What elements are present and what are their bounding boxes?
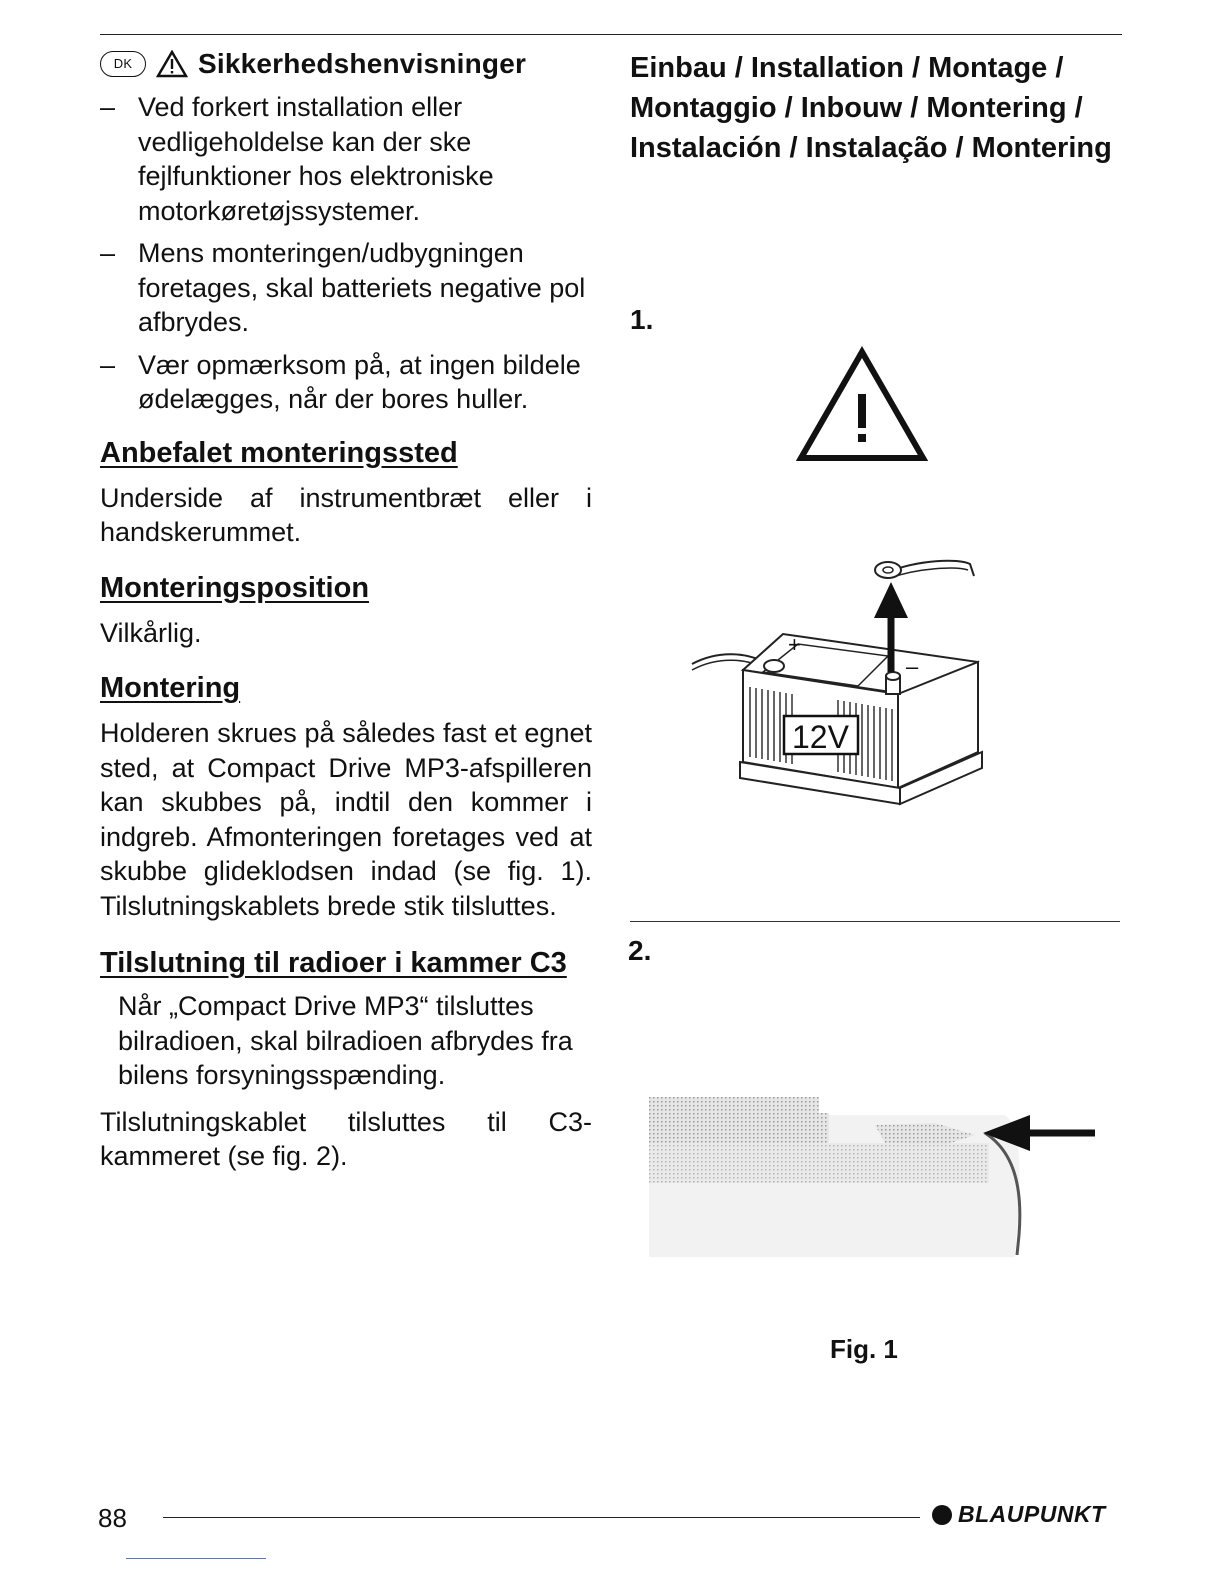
list-item: – Ved forkert installation eller vedligeholdelse kan der ske fejlfunktioner hos elektroniske motorkøretøjssystemer. — [100, 92, 494, 226]
battery-illustration — [688, 552, 988, 822]
installation-heading: Einbau / Installation / Montage / Montaggio / Inbouw / Montering / Instalación / Instalação / Montering — [630, 52, 1112, 164]
note-box: Når „Compact Drive MP3“ tilsluttes bilradioen, skal bilradioen afbrydes fra bilens forsyningsspænding. — [118, 991, 573, 1090]
device-slide-illustration — [645, 1085, 1105, 1265]
list-item: – Vær opmærksom på, at ingen bildele ødelægges, når der bores huller. — [100, 349, 581, 414]
step-number-1: 1. — [630, 304, 654, 335]
section-mounting-position — [100, 570, 592, 651]
battery-voltage-label: 12V — [792, 719, 849, 755]
figure-divider — [630, 921, 1120, 922]
section-recommended-location — [100, 435, 592, 550]
page-number: 88 — [98, 1503, 127, 1533]
plus-sign: + — [788, 632, 801, 657]
minus-sign: – — [906, 654, 919, 679]
warning-triangle-icon — [156, 50, 188, 78]
left-column — [100, 44, 592, 1174]
section-text: Holderen skrues på således fast et egnet sted, at Compact Drive MP3-afspilleren kan skubbes på, indtil den kommer i indgreb. Afmonteringen foretages ved at skubbe glideklodsen indad (se fig. 1). Tilslutningskablets brede stik tilsluttes. — [100, 718, 592, 921]
right-column — [630, 48, 1122, 168]
list-item: – Mens monteringen/udbygningen foretages, skal batteriets negative pol afbrydes. — [100, 238, 586, 337]
top-rule — [100, 34, 1122, 35]
safety-title: Sikkerhedshenvisninger — [198, 48, 527, 79]
section-heading: Anbefalet monteringssted — [100, 436, 458, 469]
section-text: Underside af instrumentbræt eller i handskerummet. — [100, 482, 592, 547]
section-heading: Tilslutning til radioer i kammer C3 — [100, 947, 567, 979]
section-connection — [100, 945, 592, 1174]
section-mounting — [100, 670, 592, 923]
language-badge: DK — [100, 51, 146, 77]
brand-logo — [932, 1501, 1106, 1528]
footer-rule — [163, 1517, 920, 1518]
bottom-edge-line — [126, 1558, 266, 1559]
brand-name: BLAUPUNKT — [958, 1501, 1106, 1527]
section-text: Vilkårlig. — [100, 617, 202, 648]
step-number-2: 2. — [628, 935, 652, 966]
figure-caption: Fig. 1 — [830, 1334, 898, 1364]
warning-triangle-large-icon — [795, 346, 929, 464]
safety-list — [100, 90, 592, 417]
section-heading: Montering — [100, 672, 241, 704]
safety-heading — [100, 44, 592, 84]
brand-dot-icon — [932, 1505, 952, 1525]
section-text: Tilslutningskablet tilsluttes til C3-kammeret (se fig. 2). — [100, 1106, 592, 1171]
section-heading: Monteringsposition — [100, 571, 370, 604]
